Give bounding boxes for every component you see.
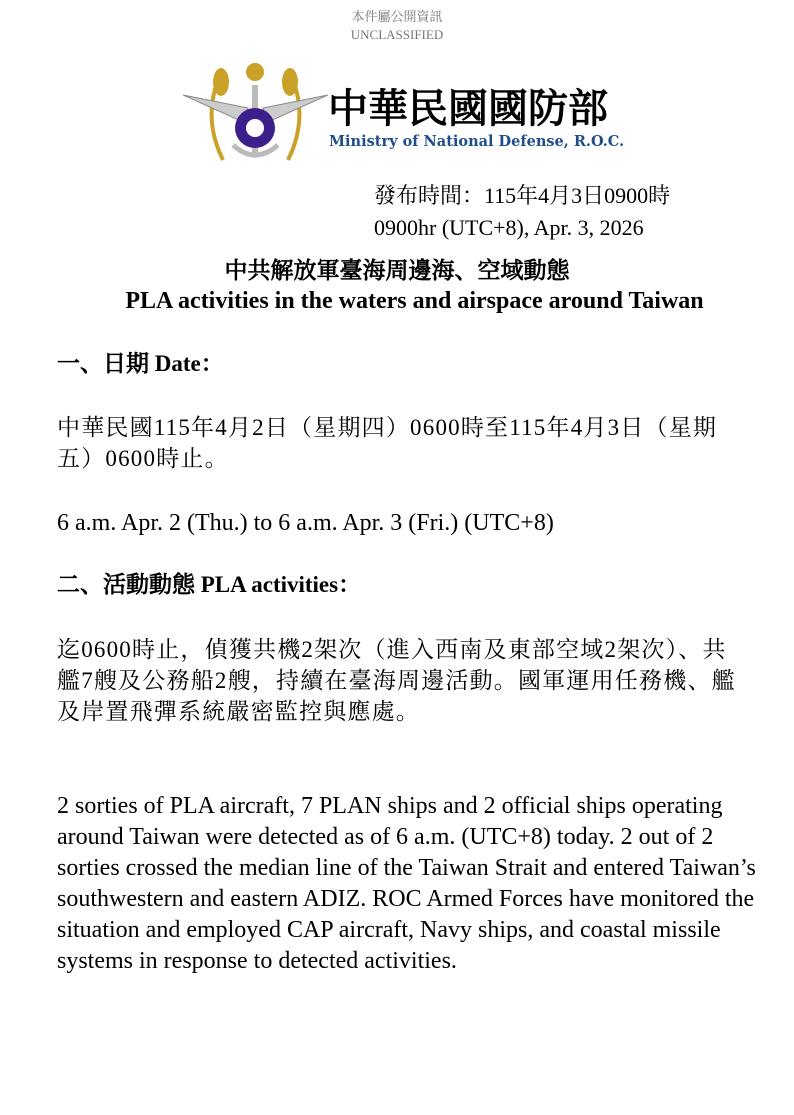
classification-en: UNCLASSIFIED: [350, 27, 444, 42]
activities-text-en: 2 sorties of PLA aircraft, 7 PLAN ships and 2 official ships operating around Taiwan were detected as of 6 a.m. (UTC+8) today. 2 out of 2 sorties crossed the median line of the Taiwan Strait and entered Taiwan’s southwestern and eastern ADIZ. ROC Armed Forces have monitored the situation and employed CAP aircraft, Navy ships, and coastal missile systems in response to detected activities.: [57, 793, 756, 974]
classification-zh: 本件屬公開資訊: [351, 9, 443, 24]
activities-heading: 二、活動動態 PLA activities：: [57, 572, 362, 597]
release-time-zh: 發布時間：115年4月3日0900時: [374, 183, 671, 208]
org-name-zh: 中華民國國防部: [328, 86, 608, 132]
activities-text-zh: 迄0600時止，偵獲共機2架次（進入西南及東部空域2架次）、共艦7艘及公務船2艘，持續在臺海周邊活動。國軍運用任務機、艦及岸置飛彈系統嚴密監控與應處。: [57, 637, 736, 724]
document-title: [0, 256, 794, 316]
mnd-emblem-icon: [183, 60, 328, 168]
org-name-en: Ministry of National Defense, R.O.C.: [329, 133, 625, 150]
classification-marking: [0, 8, 794, 44]
release-time: [374, 180, 670, 244]
title-en: PLA activities in the waters and airspace around Taiwan: [125, 288, 704, 314]
title-zh: 中共解放軍臺海周邊海、空域動態: [224, 258, 570, 283]
date-text-en: 6 a.m. Apr. 2 (Thu.) to 6 a.m. Apr. 3 (Fri.) (UTC+8): [57, 510, 554, 536]
release-time-en: 0900hr (UTC+8), Apr. 3, 2026: [374, 215, 644, 240]
date-text-zh: 中華民國115年4月2日（星期四）0600時至115年4月3日（星期五）0600時止。: [57, 415, 718, 471]
date-heading: 一、日期 Date：: [57, 351, 224, 376]
